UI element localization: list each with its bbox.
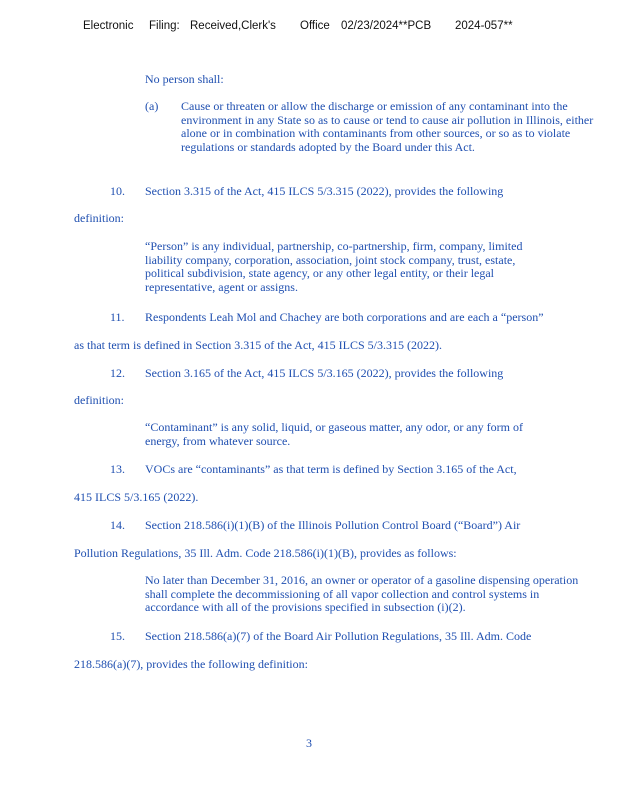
header-filing: Filing:	[149, 20, 180, 32]
para-12-number: 12.	[110, 366, 125, 380]
item-a-label: (a)	[145, 99, 159, 113]
para-15-number: 15.	[110, 629, 125, 643]
para-14-line2: Pollution Regulations, 35 Ill. Adm. Code 218.586(i)(1)(B), provides as follows:	[74, 546, 457, 560]
para-11-line2: as that term is defined in Section 3.315 of the Act, 415 ILCS 5/3.315 (2022).	[74, 338, 442, 352]
intro-text: No person shall:	[145, 72, 224, 86]
para-11-line1: Respondents Leah Mol and Chachey are both corporations and are each a “person”	[145, 310, 544, 324]
para-14-line1: Section 218.586(i)(1)(B) of the Illinois Pollution Control Board (“Board”) Air	[145, 518, 521, 532]
para-15-line2: 218.586(a)(7), provides the following definition:	[74, 657, 308, 671]
header-date: 02/23/2024**PCB	[341, 20, 432, 32]
header-office: Office	[300, 20, 330, 32]
quote-decommissioning: No later than December 31, 2016, an owner or operator of a gasoline dispensing operation shall complete the decommissioning of all vapor collection and control systems in accordance with all of the provisions specified in subsection (i)(2).	[145, 573, 579, 614]
header-electronic: Electronic	[83, 20, 134, 32]
item-a-text: Cause or threaten or allow the discharge or emission of any contaminant into the environment in any State so as to cause or tend to cause air pollution in Illinois, either alone or in combination with contaminants from other sources, or so as to violate regulations or standards adopted by the Board under this Act.	[181, 99, 594, 154]
para-14-number: 14.	[110, 518, 125, 532]
header-case-number: 2024-057**	[455, 20, 513, 32]
quote-contaminant-definition: “Contaminant” is any solid, liquid, or gaseous matter, any odor, or any form of energy, from whatever source.	[145, 420, 523, 448]
para-12-line2: definition:	[74, 393, 124, 407]
para-15-line1: Section 218.586(a)(7) of the Board Air Pollution Regulations, 35 Ill. Adm. Code	[145, 629, 532, 643]
filing-header	[0, 20, 618, 36]
quote-person-definition: “Person” is any individual, partnership, co-partnership, firm, company, limited liability company, corporation, association, joint stock company, trust, estate, political subdivision, state agency, or any other legal entity, or their legal representative, agent or assigns.	[145, 239, 523, 294]
para-11-number: 11.	[110, 310, 125, 324]
para-10-number: 10.	[110, 184, 125, 198]
para-13-line1: VOCs are “contaminants” as that term is defined by Section 3.165 of the Act,	[145, 462, 517, 476]
page-number: 3	[306, 736, 312, 750]
header-received: Received,Clerk's	[190, 20, 276, 32]
para-10-line2: definition:	[74, 211, 124, 225]
para-10-line1: Section 3.315 of the Act, 415 ILCS 5/3.315 (2022), provides the following	[145, 184, 504, 198]
para-13-number: 13.	[110, 462, 125, 476]
para-12-line1: Section 3.165 of the Act, 415 ILCS 5/3.165 (2022), provides the following	[145, 366, 504, 380]
para-13-line2: 415 ILCS 5/3.165 (2022).	[74, 490, 199, 504]
